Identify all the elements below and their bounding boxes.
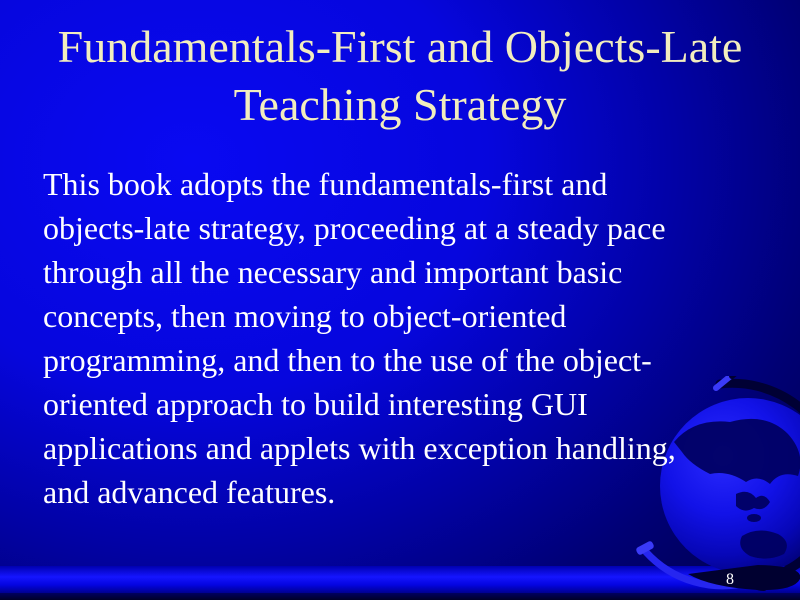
body-text-line: and advanced features. [43, 474, 336, 510]
slide-title-line1: Fundamentals-First and Objects-Late [57, 21, 743, 72]
body-text-line: This book adopts the fundamentals-first and [43, 166, 608, 202]
slide-title [0, 18, 800, 134]
page-number: 8 [726, 571, 734, 588]
slide-body-text [43, 162, 676, 514]
body-text-line: through all the necessary and important basic [43, 254, 623, 290]
body-text-line: oriented approach to build interesting GUI [43, 386, 588, 422]
body-text-line: concepts, then moving to object-oriented [43, 298, 567, 334]
body-text-line: applications and applets with exception handling, [43, 430, 676, 466]
slide-title-line2: Teaching Strategy [233, 79, 567, 130]
body-text-line: objects-late strategy, proceeding at a steady pace [43, 210, 666, 246]
body-text-line: programming, and then to the use of the object- [43, 342, 652, 378]
